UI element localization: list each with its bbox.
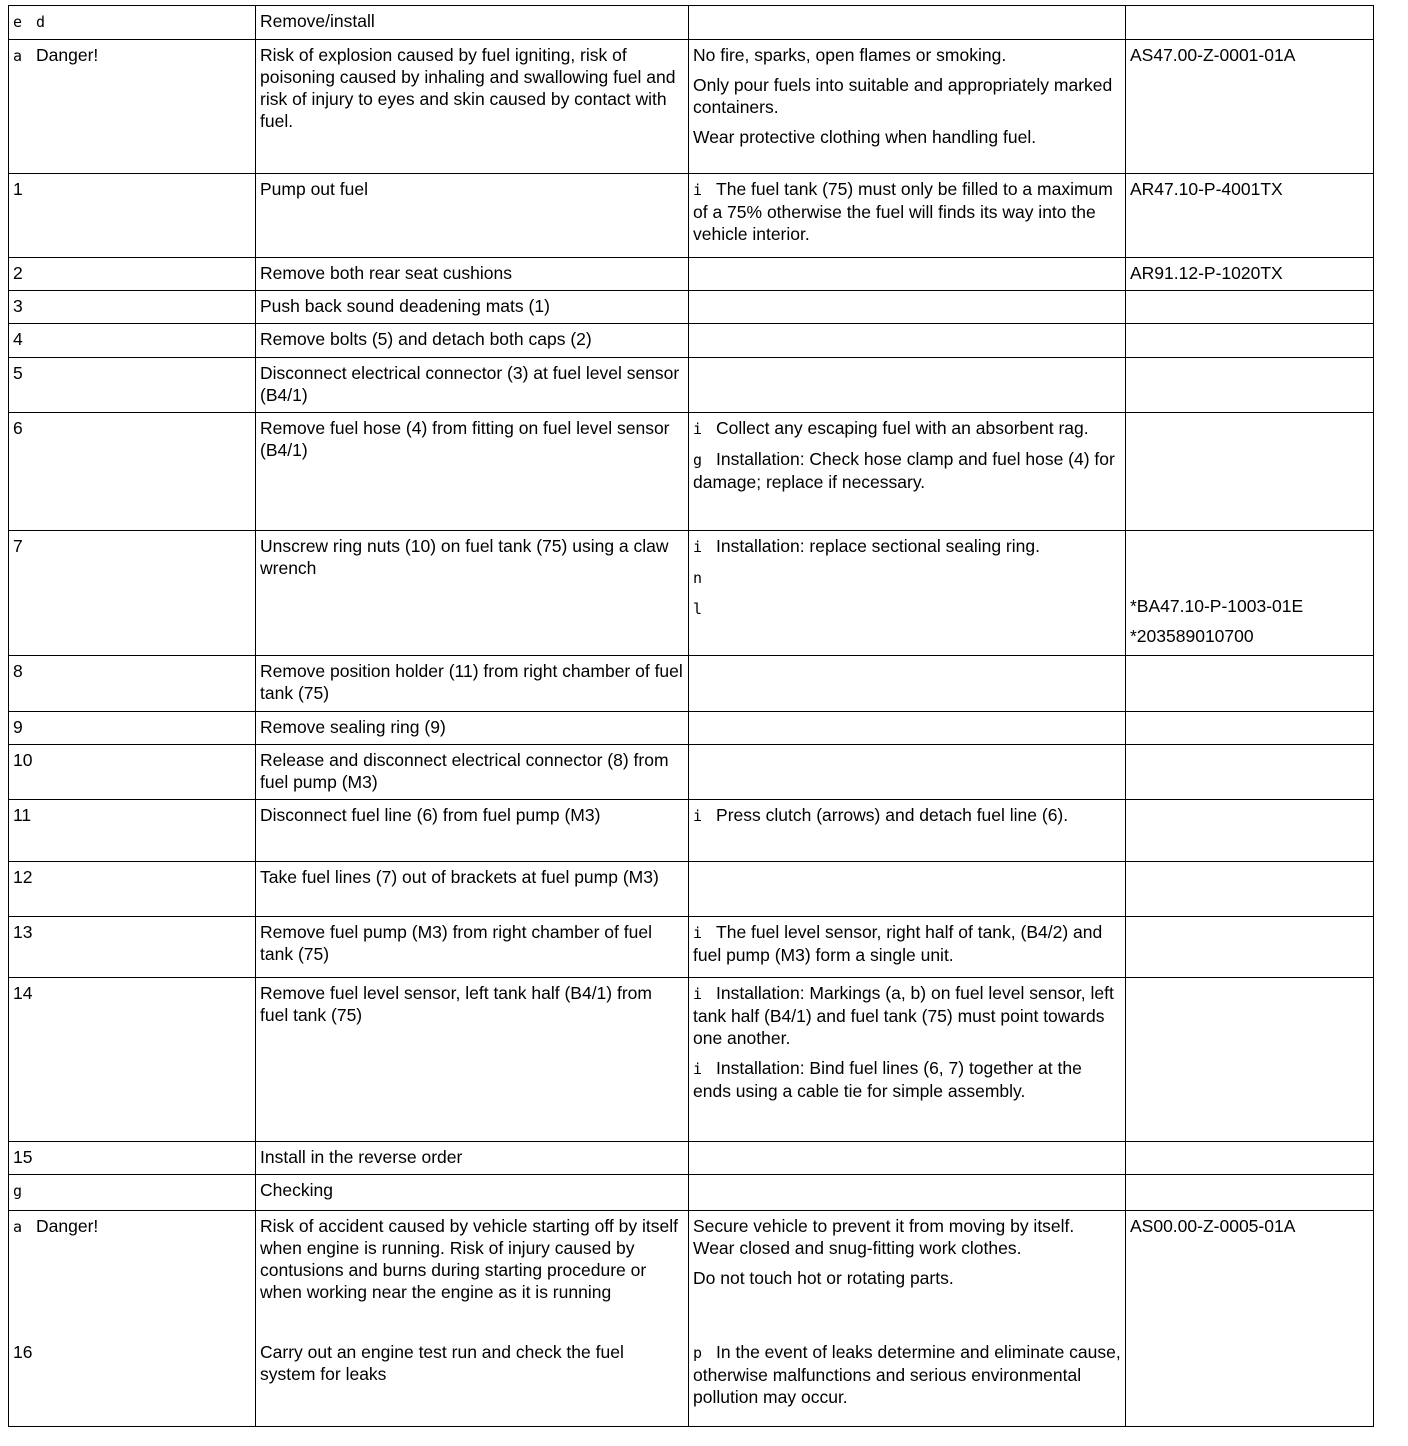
note <box>693 178 1121 245</box>
note <box>693 1341 1121 1408</box>
step-reference: *BA47.10-P-1003-01E <box>1130 596 1304 616</box>
step-row <box>9 862 1374 917</box>
step-text: Remove both rear seat cushions <box>256 258 689 291</box>
measure-text: Only pour fuels into suitable and appropriately marked containers. <box>693 75 1113 117</box>
danger-icon: a <box>13 1218 23 1236</box>
step-number: 12 <box>9 862 256 917</box>
step-text: Carry out an engine test run and check the fuel system for leaks <box>260 1342 624 1384</box>
info-icon: i <box>693 538 703 556</box>
note-text: The fuel tank (75) must only be filled to a maximum of a 75% otherwise the fuel will finds its way into the vehicle interior. <box>693 179 1113 244</box>
step-reference: AR91.12-P-1020TX <box>1126 258 1374 291</box>
step-row <box>9 531 1374 656</box>
step-number: 10 <box>9 745 256 800</box>
danger-risk-text: Risk of accident caused by vehicle starting off by itself when engine is running. Risk of injury caused by contusions and burns during starting procedure or when working near the engine as it is running <box>260 1216 678 1302</box>
step-number: 11 <box>9 800 256 862</box>
danger-icon: a <box>13 47 23 65</box>
step-text: Remove bolts (5) and detach both caps (2) <box>256 324 689 358</box>
note <box>693 921 1121 966</box>
header-symbols-cell <box>9 6 256 40</box>
note-text: The fuel level sensor, right half of tank, (B4/2) and fuel pump (M3) form a single unit. <box>693 922 1103 965</box>
note <box>693 597 1121 620</box>
info-icon: i <box>693 985 703 1003</box>
step-reference: AR47.10-P-4001TX <box>1126 174 1374 258</box>
measure-text: Wear protective clothing when handling fuel. <box>693 127 1037 147</box>
note-text: Installation: Markings (a, b) on fuel level sensor, left tank half (B4/1) and fuel tank (75) must point towards one another. <box>693 983 1114 1048</box>
step-row <box>9 656 1374 712</box>
danger-reference: AS00.00-Z-0005-01A <box>1126 1211 1374 1427</box>
step-number: 7 <box>9 531 256 656</box>
install-icon: d <box>36 13 46 31</box>
special-tool-icon: l <box>693 600 703 618</box>
step-text: Disconnect electrical connector (3) at fuel level sensor (B4/1) <box>256 358 689 413</box>
environment-icon: p <box>693 1344 703 1362</box>
step-row <box>9 291 1374 324</box>
step-row <box>9 174 1374 258</box>
installation-icon: g <box>693 451 703 469</box>
step-number: 13 <box>9 917 256 978</box>
step-row <box>9 712 1374 745</box>
step-number: 5 <box>9 358 256 413</box>
header-row <box>9 6 1374 40</box>
step-row <box>9 1142 1374 1175</box>
step-number: 6 <box>9 413 256 531</box>
step-row <box>9 917 1374 978</box>
step-reference: *203589010700 <box>1130 626 1254 646</box>
step-text: Pump out fuel <box>256 174 689 258</box>
note <box>693 804 1121 827</box>
step-text: Install in the reverse order <box>256 1142 689 1175</box>
step-text: Remove fuel pump (M3) from right chamber of fuel tank (75) <box>256 917 689 978</box>
step-text: Disconnect fuel line (6) from fuel pump (M3) <box>256 800 689 862</box>
remove-icon: e <box>13 13 23 31</box>
note <box>693 535 1121 558</box>
note-text: Installation: Bind fuel lines (6, 7) together at the ends using a cable tie for simple assembly. <box>693 1058 1082 1101</box>
info-icon: i <box>693 181 703 199</box>
header-title: Remove/install <box>256 6 689 40</box>
tightening-torque-icon: n <box>693 569 703 587</box>
step-number: 9 <box>9 712 256 745</box>
note-text: Installation: Check hose clamp and fuel hose (4) for damage; replace if necessary. <box>693 449 1115 492</box>
step-number: 16 <box>13 1342 33 1362</box>
step-text: Remove position holder (11) from right chamber of fuel tank (75) <box>256 656 689 712</box>
info-icon: i <box>693 807 703 825</box>
checking-icon: g <box>13 1182 23 1200</box>
info-icon: i <box>693 1060 703 1078</box>
step-number: 15 <box>9 1142 256 1175</box>
info-icon: i <box>693 420 703 438</box>
note <box>693 566 1121 589</box>
info-icon: i <box>693 924 703 942</box>
step-text: Remove fuel hose (4) from fitting on fuel level sensor (B4/1) <box>256 413 689 531</box>
danger-label: Danger! <box>36 1216 99 1236</box>
step-number: 8 <box>9 656 256 712</box>
note <box>693 982 1121 1049</box>
step-number: 1 <box>9 174 256 258</box>
danger-reference: AS47.00-Z-0001-01A <box>1126 40 1374 174</box>
step-number: 3 <box>9 291 256 324</box>
step-row <box>9 258 1374 291</box>
step-row <box>9 358 1374 413</box>
step-row <box>9 324 1374 358</box>
note-text: Press clutch (arrows) and detach fuel line (6). <box>716 805 1069 825</box>
danger-label: Danger! <box>36 45 99 65</box>
step-text: Release and disconnect electrical connector (8) from fuel pump (M3) <box>256 745 689 800</box>
step-text: Remove fuel level sensor, left tank half (B4/1) from fuel tank (75) <box>256 978 689 1142</box>
step-text: Take fuel lines (7) out of brackets at fuel pump (M3) <box>256 862 689 917</box>
measure-text: Do not touch hot or rotating parts. <box>693 1268 954 1288</box>
note-text: In the event of leaks determine and eliminate cause, otherwise malfunctions and serious environmental pollution may occur. <box>693 1342 1121 1407</box>
danger-row <box>9 40 1374 174</box>
step-text: Remove sealing ring (9) <box>256 712 689 745</box>
note <box>693 448 1121 493</box>
note-text: Installation: replace sectional sealing ring. <box>716 536 1040 556</box>
danger-row <box>9 1211 1374 1427</box>
step-number: 4 <box>9 324 256 358</box>
measure-text: Secure vehicle to prevent it from moving by itself. <box>693 1216 1075 1236</box>
step-row <box>9 413 1374 531</box>
measure-text: No fire, sparks, open flames or smoking. <box>693 45 1007 65</box>
step-text: Unscrew ring nuts (10) on fuel tank (75) using a claw wrench <box>256 531 689 656</box>
step-number: 14 <box>9 978 256 1142</box>
step-row <box>9 800 1374 862</box>
note-text: Collect any escaping fuel with an absorbent rag. <box>716 418 1089 438</box>
procedure-table <box>8 5 1374 1427</box>
checking-row <box>9 1175 1374 1211</box>
note <box>693 1057 1121 1102</box>
danger-measures <box>689 40 1126 174</box>
note <box>693 417 1121 440</box>
step-text: Push back sound deadening mats (1) <box>256 291 689 324</box>
checking-title: Checking <box>256 1175 689 1211</box>
step-row <box>9 978 1374 1142</box>
danger-risk-text: Risk of explosion caused by fuel igniting, risk of poisoning caused by inhaling and swallowing fuel and risk of injury to eyes and skin caused by contact with fuel. <box>256 40 689 174</box>
step-number: 2 <box>9 258 256 291</box>
measure-text: Wear closed and snug-fitting work clothes. <box>693 1238 1022 1258</box>
step-row <box>9 745 1374 800</box>
